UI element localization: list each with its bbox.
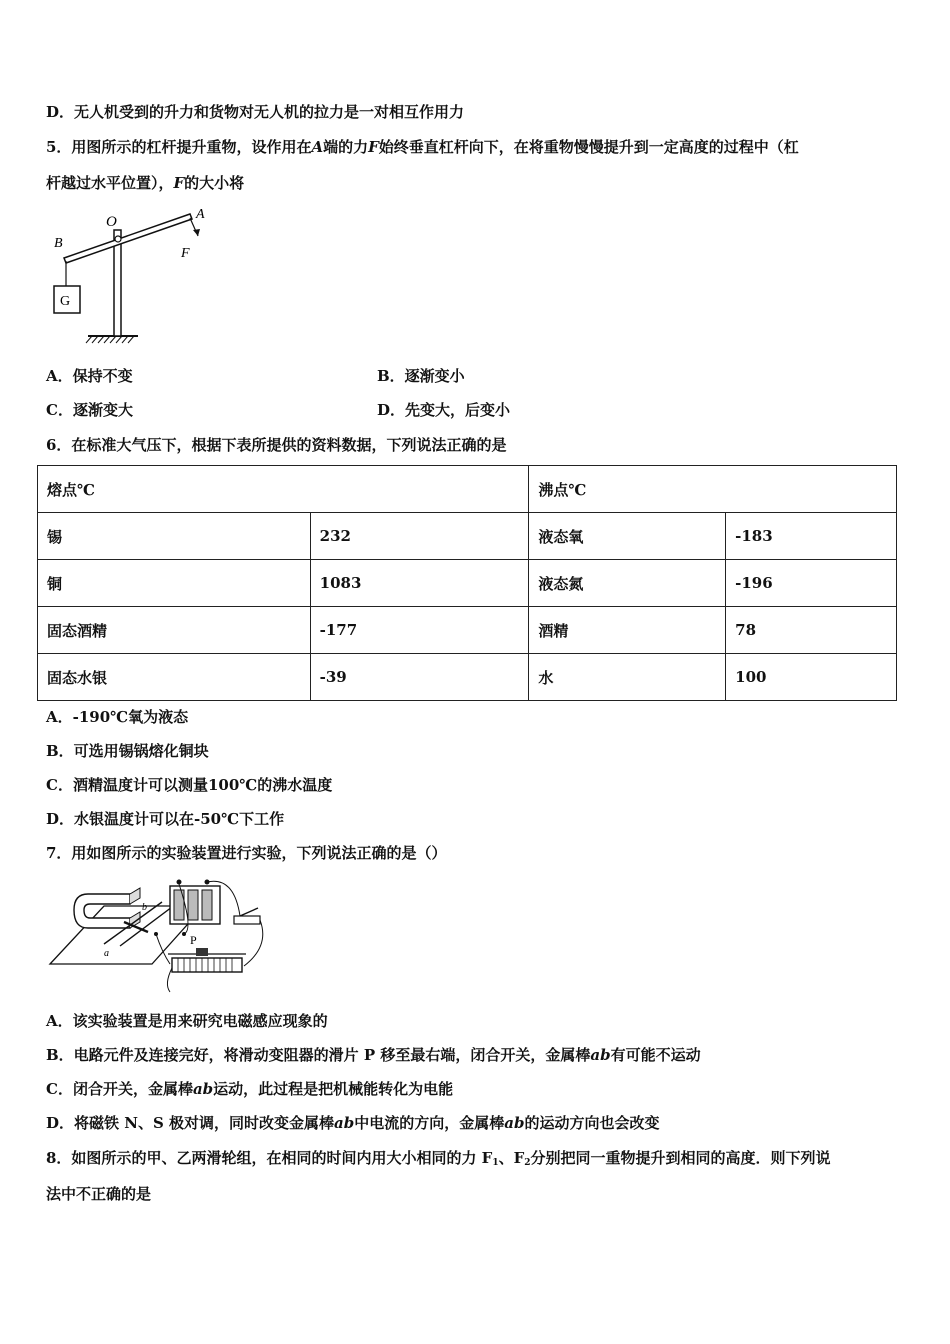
- q6-data-table: [37, 465, 897, 701]
- label-b: B: [54, 236, 63, 251]
- label-b: b: [142, 902, 147, 913]
- q4-option-d[interactable]: D．无人机受到的升力和货物对无人机的拉力是一对相互作用力: [46, 103, 465, 121]
- label-p: P: [190, 933, 197, 947]
- cell-melt-substance: 固态水银: [38, 654, 311, 701]
- pivot-point: [115, 236, 121, 242]
- battery-cell: [202, 890, 212, 920]
- cell-melt-substance: 锡: [38, 513, 311, 560]
- table-row: [38, 560, 897, 607]
- cell-boil-substance: 液态氧: [529, 513, 726, 560]
- cell-melt-value: 1083: [310, 560, 529, 607]
- q6-option-c[interactable]: C．酒精温度计可以测量100℃的沸水温度: [46, 776, 333, 794]
- cell-melt-value: 232: [310, 513, 529, 560]
- table-header-row: [38, 466, 897, 513]
- switch-blade: [240, 908, 258, 916]
- wire: [244, 920, 263, 966]
- q7-option-a[interactable]: A．该实验装置是用来研究电磁感应现象的: [46, 1012, 328, 1030]
- q6-stem: 6．在标准大气压下，根据下表所提供的资料数据，下列说法正确的是: [46, 436, 507, 454]
- q5-option-c[interactable]: C．逐渐变大: [46, 401, 133, 419]
- apparatus-figure: [44, 872, 274, 1002]
- label-g: G: [60, 294, 71, 309]
- lever-figure: [40, 200, 220, 345]
- switch-base: [234, 916, 260, 924]
- cell-melt-value: -39: [310, 654, 529, 701]
- q5-stem-line1: 5．用图所示的杠杆提升重物，设作用在A端的力F始终垂直杠杆向下，在将重物慢慢提升到一定高度的过程中（杠: [46, 138, 799, 156]
- label-a: A: [196, 207, 205, 222]
- q5-option-d[interactable]: D．先变大，后变小: [377, 401, 511, 419]
- q8-stem-line1: 8．如图所示的甲、乙两滑轮组，在相同的时间内用大小相同的力 $F_1$、$F_2$分别把同一重物提升到相同的高度．则下列说: [46, 1149, 831, 1168]
- cell-boil-substance: 水: [529, 654, 726, 701]
- battery-cell: [188, 890, 198, 920]
- cell-boil-value: -183: [726, 513, 897, 560]
- cell-melt-substance: 铜: [38, 560, 311, 607]
- ground-hatch: [86, 336, 134, 343]
- label-a: a: [104, 948, 109, 959]
- cell-boil-value: 78: [726, 607, 897, 654]
- rheostat-slider: [196, 948, 208, 956]
- rheostat-body: [172, 958, 242, 972]
- q7-option-b[interactable]: B．电路元件及连接完好，将滑动变阻器的滑片 P 移至最右端，闭合开关，金属棒ab有可能不运动: [46, 1046, 701, 1064]
- cell-boil-value: -196: [726, 560, 897, 607]
- cell-boil-substance: 酒精: [529, 607, 726, 654]
- header-melting-point: 熔点℃: [38, 466, 529, 513]
- q6-option-b[interactable]: B．可选用锡锅熔化铜块: [46, 742, 209, 760]
- q7-stem: 7．用如图所示的实验装置进行实验，下列说法正确的是（）: [46, 844, 447, 862]
- table-row: [38, 607, 897, 654]
- label-o: O: [106, 214, 117, 230]
- q5-option-b[interactable]: B．逐渐变小: [377, 367, 465, 385]
- magnet-pole-top: [130, 888, 140, 904]
- cell-boil-substance: 液态氮: [529, 560, 726, 607]
- q6-option-a[interactable]: A．-190℃氧为液态: [46, 708, 189, 726]
- q8-stem-line2: 法中不正确的是: [46, 1185, 152, 1203]
- header-boiling-point: 沸点℃: [529, 466, 897, 513]
- q6-option-d[interactable]: D．水银温度计可以在-50℃下工作: [46, 810, 285, 828]
- q7-option-d[interactable]: D．将磁铁 N、S 极对调，同时改变金属棒ab中电流的方向，金属棒ab的运动方向也会改变: [46, 1114, 660, 1132]
- cell-melt-substance: 固态酒精: [38, 607, 311, 654]
- table-row: [38, 513, 897, 560]
- q5-option-a[interactable]: A．保持不变: [46, 367, 133, 385]
- label-f: F: [181, 246, 190, 261]
- q5-stem-line2: 杆越过水平位置），F的大小将: [46, 174, 245, 192]
- battery-terminal: [177, 880, 182, 885]
- force-arrowhead: [193, 229, 200, 236]
- cell-boil-value: 100: [726, 654, 897, 701]
- cell-melt-value: -177: [310, 607, 529, 654]
- lever-bar: [64, 214, 192, 263]
- table-row: [38, 654, 897, 701]
- q7-option-c[interactable]: C．闭合开关，金属棒ab运动，此过程是把机械能转化为电能: [46, 1080, 454, 1098]
